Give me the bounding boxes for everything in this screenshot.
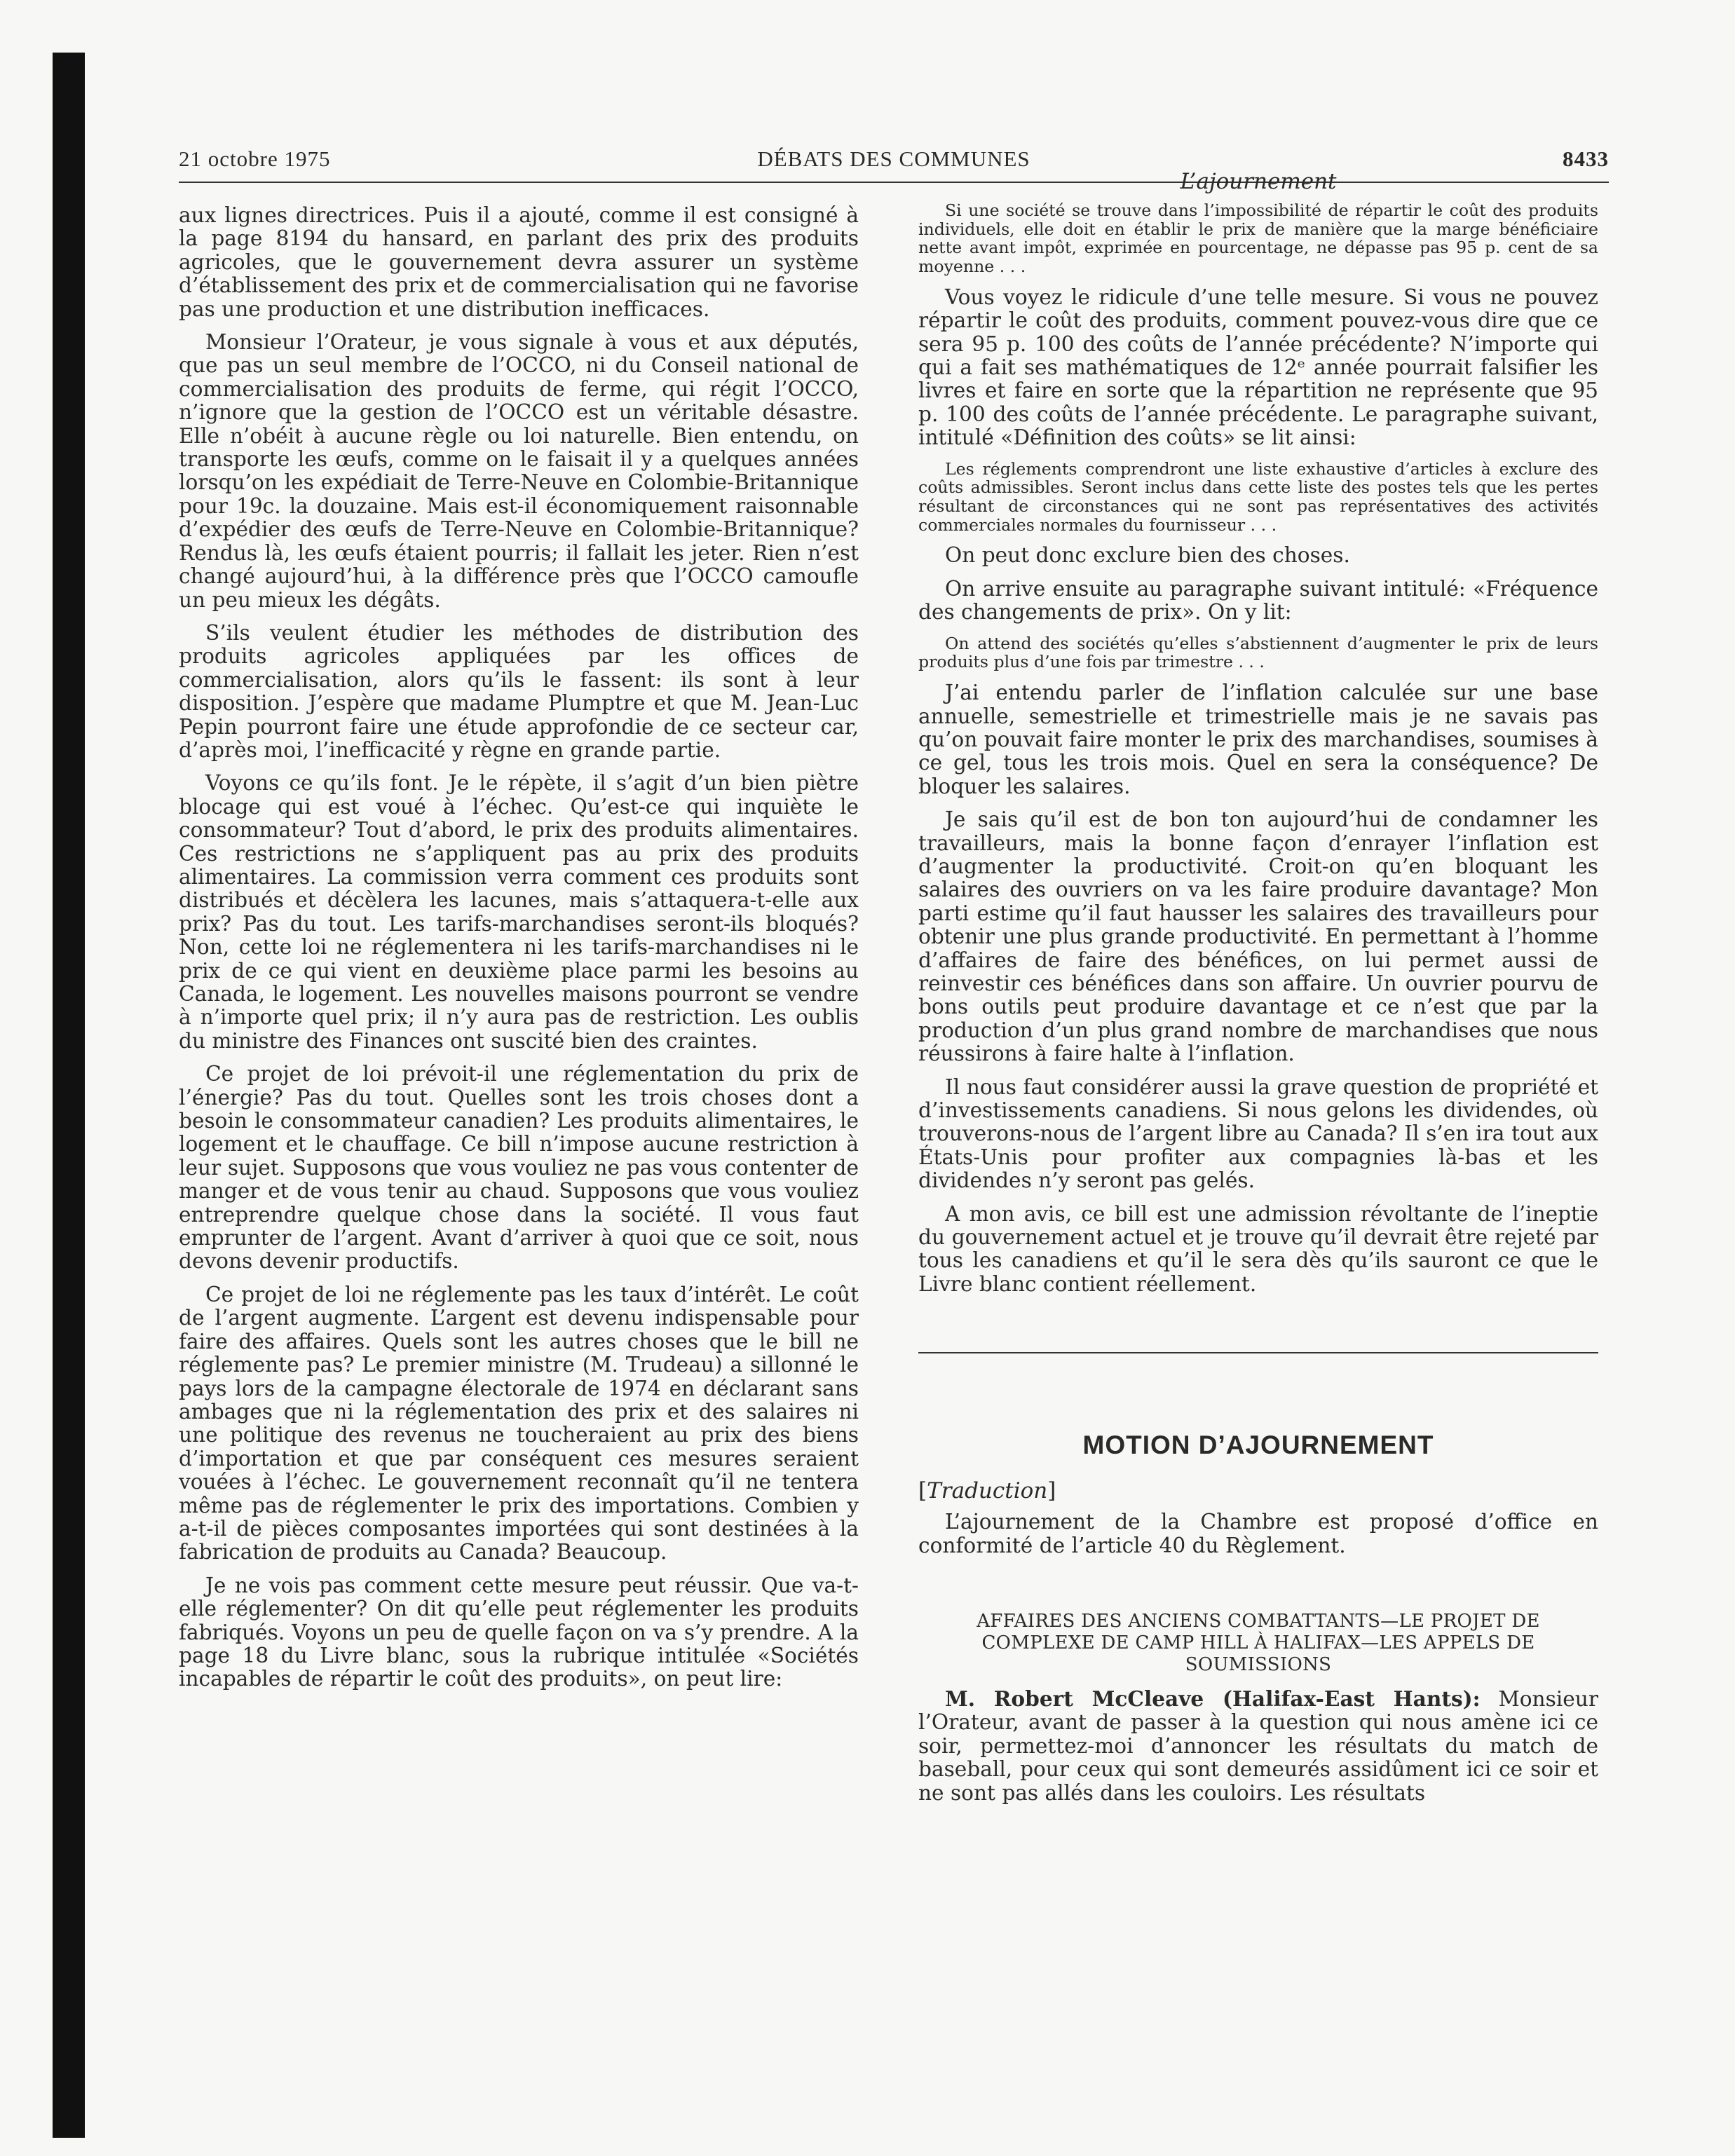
page [179,144,1609,2120]
paragraph: Je sais qu’il est de bon ton aujourd’hui de condamner les travailleurs, mais la bonne façon d’enrayer l’inflation est d’augmenter la productivité. Croit-on qu’en bloquant les salaires des ouvriers on va les faire produire davantage? Mon parti estime qu’il faut hausser les salaires des travailleurs pour obtenir une plus grande productivité. En permettant à l’homme d’affaires de faire des bénéfices, on lui permet aussi de reinvestir ces bénéfices dans son affaire. Un ouvrier pourvu de bons outils peut produire davantage et ce n’est que par la production d’un plus grand nombre de marchandises que nous réussirons à faire halte à l’inflation. [918,807,1598,1066]
block-quote: Si une société se trouve dans l’impossibilité de répartir le coût des produits individuels, elle doit en établir le prix de manière que la marge bénéficiaire nette avant impôt, exprimée en pourcentage, ne dépasse pas 95 p. cent de sa moyenne . . . [918,200,1598,277]
speech-text: Monsieur l’Orateur, avant de passer à la question qui nous amène ici ce soir, permettez-moi d’annoncer les résultats du match de baseball, pour ceux qui sont demeurés assidûment ici ce soir et ne sont pas allés dans les couloirs. Les résultats [918,1687,1598,1805]
paragraph: On peut donc exclure bien des choses. [945,543,1350,568]
section-heading: L’ajournement [1180,169,1337,194]
translation-note [918,1478,1598,1503]
motion-title: MOTION D’AJOURNEMENT [1082,1431,1434,1460]
section-divider [918,1352,1598,1353]
block-quote: Les réglements comprendront une liste exhaustive d’articles à exclure des coûts admissibles. Seront inclus dans cette liste des postes tels que les pertes résultant de circonstances qui ne sont pas représentatives des activités commerciales normales du fournisseur . . . [918,458,1598,535]
page-number: 8433 [1563,146,1609,171]
paragraph: Ce projet de loi prévoit-il une réglementation du prix de l’énergie? Pas du tout. Quelles sont les trois choses dont a besoin le consommateur canadien? Les produits alimentaires, le logement et le chauffage. Ce bill n’impose aucune restriction à leur sujet. Supposons que vous vouliez ne pas vous contenter de manger et de vous tenir au chaud. Supposons que vous vouliez entreprendre quelque chose dans la société. Il vous faut emprunter de l’argent. Avant d’arriver à quoi que ce soit, nous devons devenir productifs. [179,1062,859,1274]
paragraph: Monsieur l’Orateur, je vous signale à vous et aux députés, que pas un seul membre de l’OCCO, ni du Conseil national de commercialisation des produits de ferme, qui régit l’OCCO, n’ignore que la gestion de l’OCCO est un véritable désastre. Elle n’obéit à aucune règle ou loi naturelle. Bien entendu, on transporte les œufs, comme on le faisait il y a quelques années lorsqu’on les expédiait de Terre-Neuve en Colombie-Britannique pour 19c. la douzaine. Mais est-il économiquement raisonnable d’expédier des œufs de Terre-Neuve en Colombie-Britannique? Rendus là, les œufs étaient pourris; il fallait les jeter. Rien n’est changé aujourd’hui, à la différence près que l’OCCO camoufle un peu mieux les dégâts. [179,330,859,612]
paragraph: A mon avis, ce bill est une admission révoltante de l’ineptie du gouvernement actuel et je trouve qu’il devrait être rejeté par tous les canadiens et qu’il le sera dès qu’ils sauront ce que le Livre blanc contient réellement. [918,1201,1598,1296]
paragraph: Je ne vois pas comment cette mesure peut réussir. Que va-t-elle réglementer? On dit qu’elle peut réglementer les produits fabriqués. Voyons un peu de quelle façon on va s’y prendre. A la page 18 du Livre blanc, sous la rubrique intitulée «Sociétés incapables de répartir le coût des produits», on peut lire: [179,1573,859,1691]
paragraph: L’ajournement de la Chambre est proposé d’office en conformité de l’article 40 du Règlement. [918,1510,1598,1557]
paragraph: Vous voyez le ridicule d’une telle mesure. Si vous ne pouvez répartir le coût des produits, comment pouvez-vous dire que ce sera 95 p. 100 des coûts de l’année précédente? N’importe qui qui a fait ses mathématiques de 12ᵉ année pourrait falsifier les livres et faire en sorte que la répartition ne représente que 95 p. 100 des coûts de l’année précédente. Le paragraphe suivant, intitulé «Définition des coûts» se lit ainsi: [918,285,1598,450]
speech-paragraph [918,1687,1598,1805]
paragraph: On arrive ensuite au paragraphe suivant intitulé: «Fréquence des changements de prix». On y lit: [918,576,1598,625]
left-column [179,204,859,1701]
block-quote: On attend des sociétés qu’elles s’abstiennent d’augmenter le prix de leurs produits plus d’une fois par trimestre . . . [918,633,1598,672]
header-date: 21 octobre 1975 [179,146,331,171]
paragraph: aux lignes directrices. Puis il a ajouté, comme il est consigné à la page 8194 du hansard, en parlant des prix des produits agricoles, que le gouvernement devra assurer un système d’établissement des prix et de commercialisation qui ne favorise pas une production et une distribution inefficaces. [179,203,859,321]
paragraph: S’ils veulent étudier les méthodes de distribution des produits agricoles appliquées par les offices de commercialisation, alors qu’ils le fassent: ils sont à leur disposition. J’espère que madame Plumptre et que M. Jean-Luc Pepin pourront faire une étude approfondie de ce secteur car, d’après moi, l’inefficacité y règne en grande partie. [179,620,859,762]
paragraph: Il nous faut considérer aussi la grave question de propriété et d’investissements canadiens. Si nous gelons les dividendes, où trouverons-nous de l’argent libre au Canada? Il s’en ira tout aux États-Unis pour profiter aux compagnies là-bas et les dividendes n’y seront pas gelés. [918,1074,1598,1193]
paragraph: Voyons ce qu’ils font. Je le répète, il s’agit d’un bien piètre blocage qui est voué à l’échec. Qu’est-ce qui inquiète le consommateur? Tout d’abord, le prix des produits alimentaires. Ces restrictions ne s’appliquent pas au prix des produits alimentaires. La commission verra comment ces produits sont distribués et décèlera les lacunes, mais s’attaquera-t-elle aux prix? Pas du tout. Les tarifs-marchandises seront-ils bloqués? Non, cette loi ne réglementera ni les tarifs-marchandises ni le prix de ce qui vient en deuxième place parmi les besoins au Canada, le logement. Les nouvelles maisons pourront se vendre à n’importe quel prix; il n’y aura pas de restriction. Les oublis du ministre des Finances ont suscité bien des craintes. [179,771,859,1053]
translation-label: Traduction [927,1478,1048,1504]
speaker-name: M. Robert McCleave (Halifax-East Hants): [945,1686,1481,1712]
scan-edge [53,53,85,2138]
columns [179,169,1609,2120]
paragraph: Ce projet de loi ne réglemente pas les taux d’intérêt. Le coût de l’argent augmente. L’argent est devenu indispensable pour faire des affaires. Quels sont les autres choses que le bill ne réglemente pas? Le premier ministre (M. Trudeau) a sillonné le pays lors de la campagne électorale de 1974 en déclarant sans ambages que ni la réglementation des prix et des salaires ni une politique des revenus ne toucheraient au prix des biens d’importation et que par conséquent ces mesures seraient vouées à l’échec. Le gouvernement reconnaît qu’il ne tentera même pas de réglementer le prix des importations. Combien y a-t-il de pièces composantes importées qui sont destinées à la fabrication de produits au Canada? Beaucoup. [179,1282,859,1564]
right-column [918,169,1598,1815]
bracket-open: [ [918,1478,927,1504]
publication-title: DÉBATS DES COMMUNES [757,146,1030,171]
paragraph: J’ai entendu parler de l’inflation calculée sur une base annuelle, semestrielle et trimestrielle mais je ne savais pas qu’on pouvait faire monter le prix des marchandises, soumises à ce gel, tous les trois mois. Quel en sera la conséquence? De bloquer les salaires. [918,681,1598,798]
bracket-close: ] [1047,1478,1056,1504]
subject-heading: AFFAIRES DES ANCIENS COMBATTANTS—LE PROJET DE COMPLEXE DE CAMP HILL À HALIFAX—LES APPELS DE SOUMISSIONS [977,1611,1540,1676]
